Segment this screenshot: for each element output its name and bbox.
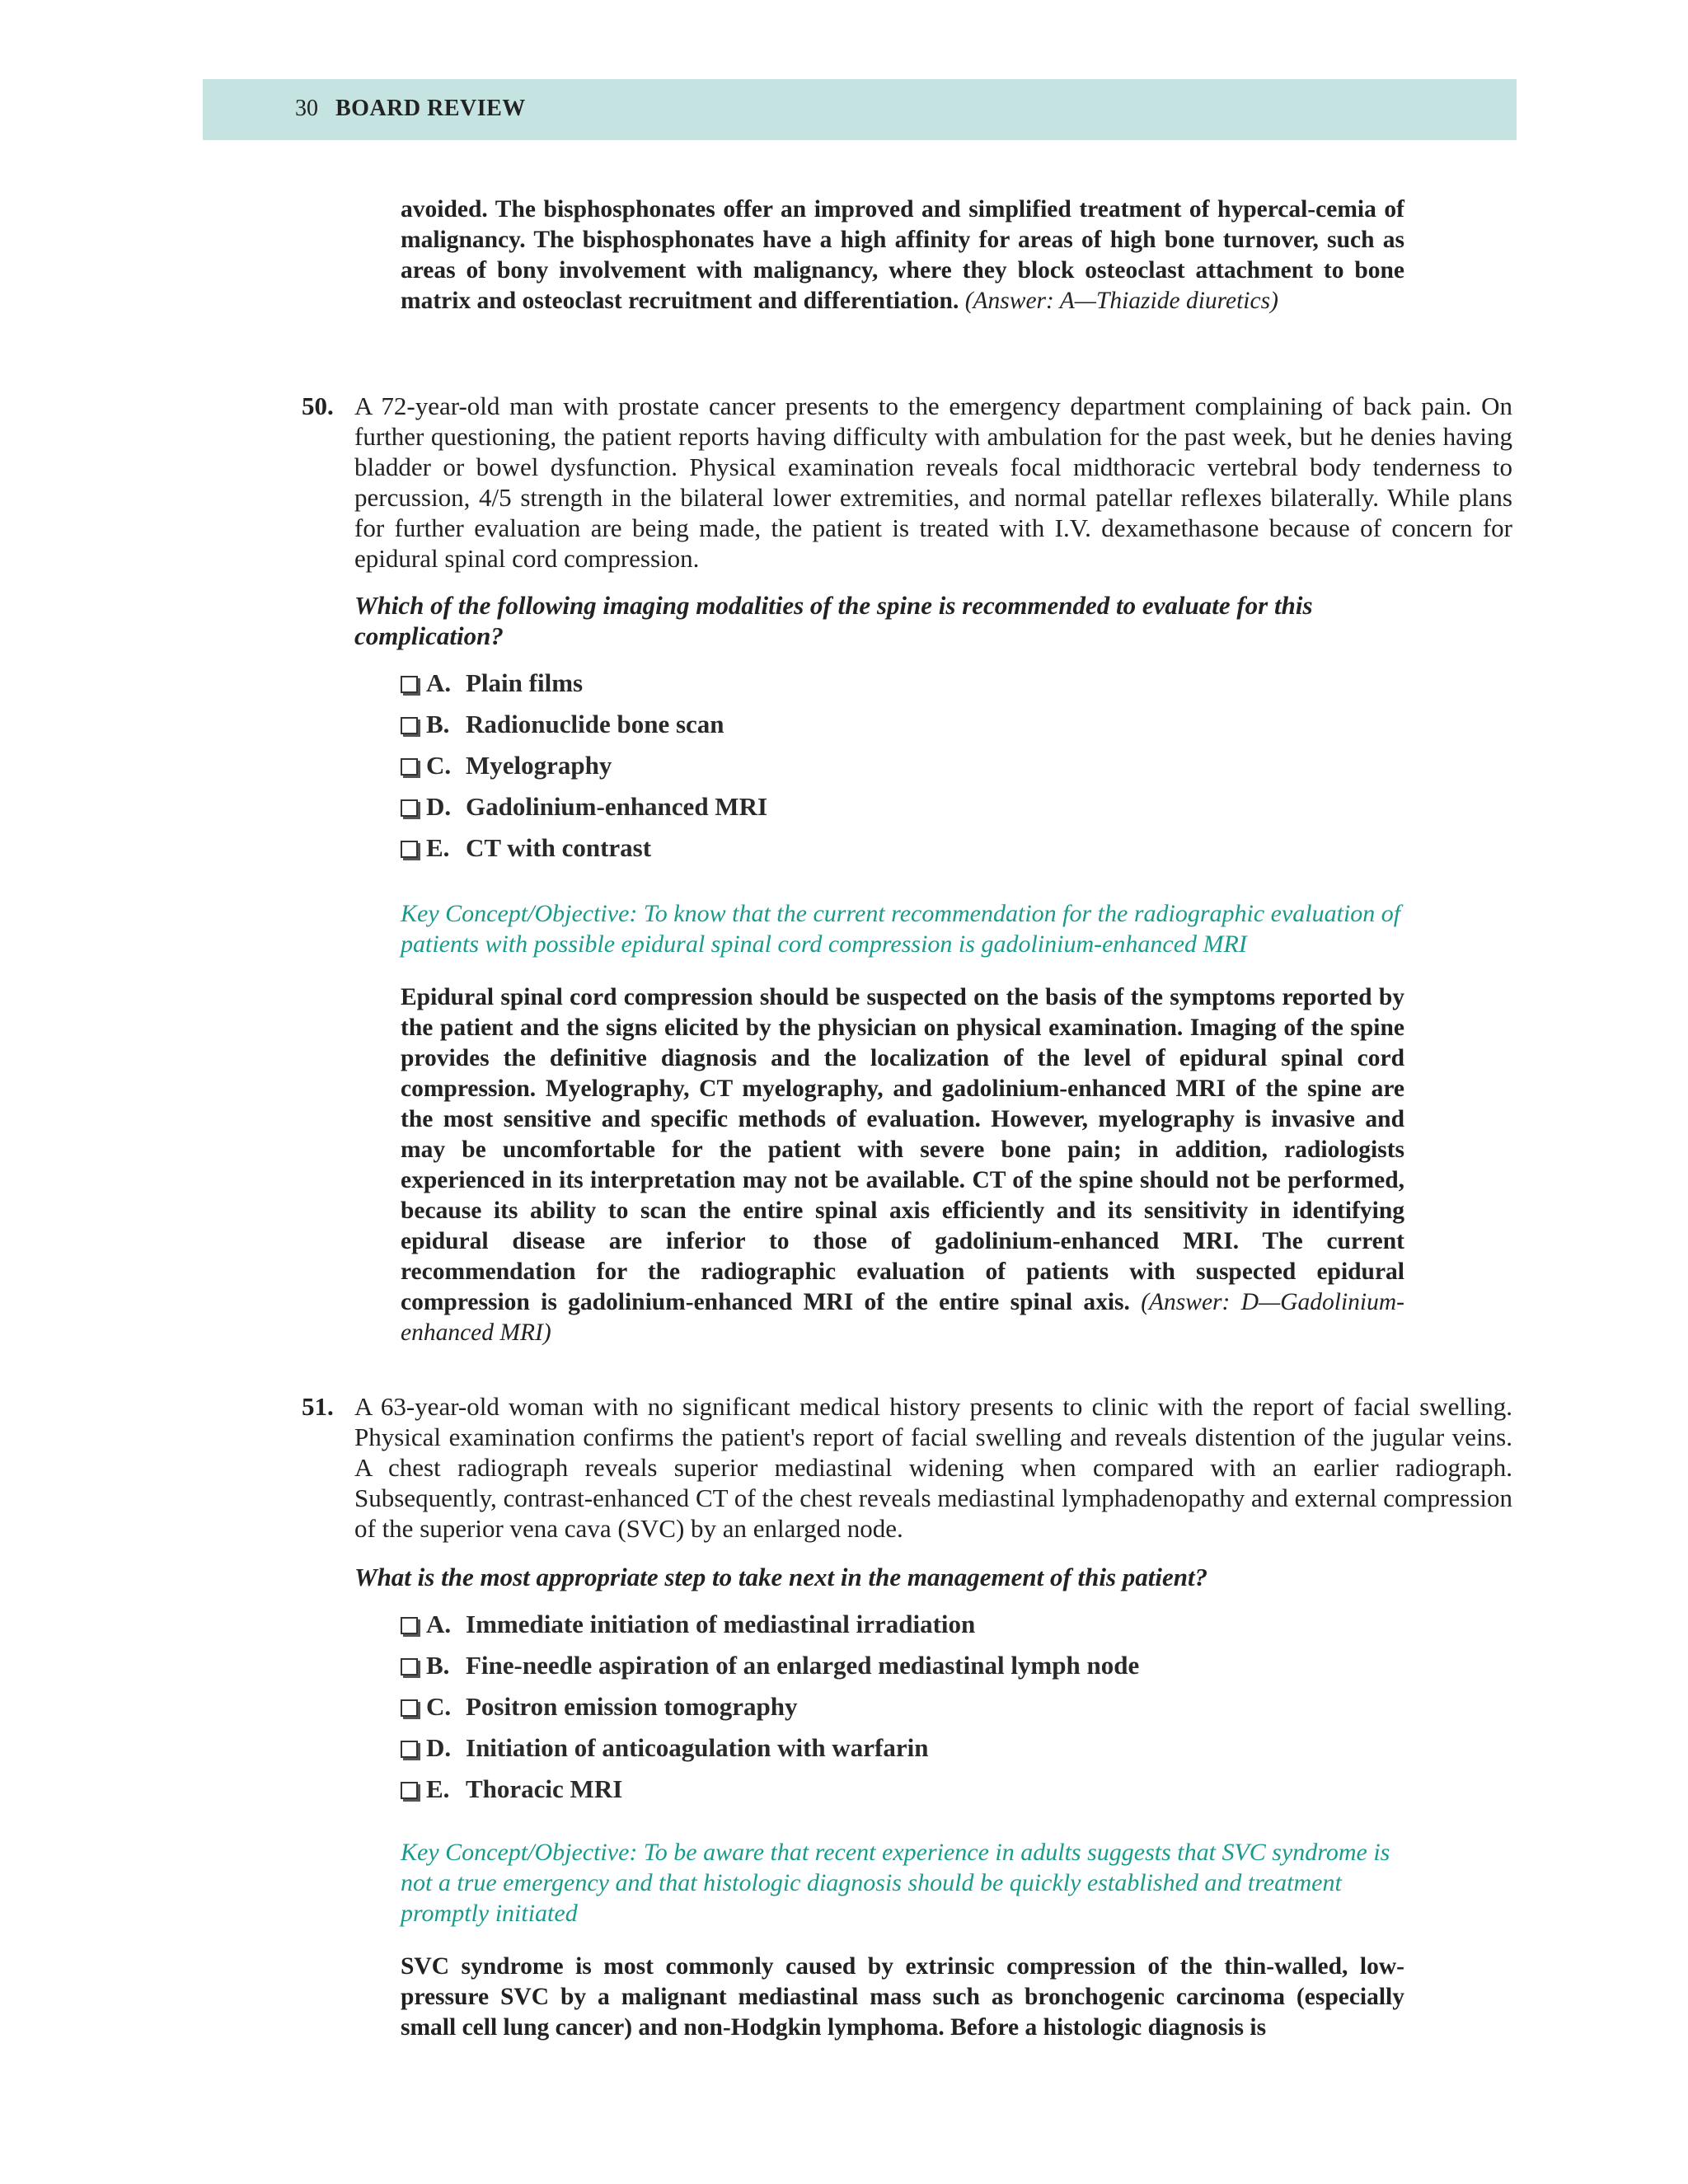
q50-explanation-text: Epidural spinal cord compression should be suspected on the basis of the symptoms reported by the patient and the signs elicited by the physician on physical examination. Imaging of the spine provides the definitive diagnosis and the localization of the level of epidural spinal cord compression. Myelography, CT myelography, and gadolinium-enhanced MRI of the spine are the most sensitive and specific methods of evaluation. However, myelography is invasive and may be uncomfortable for the patient with severe bone pain; in addition, radiologists experienced in its interpretation may not be available. CT of the spine should not be performed, because its ability to scan the entire spinal axis efficiently and its sensitivity in identifying epidural disease are inferior to those of gadolinium-enhanced MRI. The current recommendation for the radiographic evaluation of patients with suspected epidural compression is gadolinium-enhanced MRI of the entire spinal axis. (401, 984, 1404, 1315)
option-letter: E. (426, 833, 450, 862)
option-text: Initiation of anticoagulation with warfarin (466, 1733, 929, 1762)
option-letter: E. (426, 1774, 450, 1803)
q51-number: 51. (302, 1392, 334, 1421)
q49-answer: (Answer: A—Thiazide diuretics) (964, 288, 1278, 314)
running-title: BOARD REVIEW (335, 96, 526, 121)
option-text: Plain films (466, 668, 584, 697)
option-text: CT with contrast (466, 833, 652, 862)
q51-stem (302, 1391, 1512, 1544)
checkbox-icon[interactable] (401, 841, 418, 858)
checkbox-icon[interactable] (401, 799, 418, 817)
checkbox-icon[interactable] (401, 758, 418, 776)
option-item[interactable] (401, 710, 767, 751)
option-letter: C. (426, 751, 452, 780)
q50-key-concept (401, 898, 1411, 959)
q49-explanation (401, 194, 1404, 316)
q51-key-concept-text: Key Concept/Objective: To be aware that recent experience in adults suggests that SVC syndrome is not a true emergency and that histologic diagnosis should be quickly established and treatment promptly initiated (401, 1839, 1390, 1927)
option-item[interactable] (401, 1733, 1139, 1774)
q50-stem (302, 391, 1512, 574)
option-item[interactable] (401, 751, 767, 792)
option-item[interactable] (401, 1651, 1139, 1692)
q51-explanation (401, 1952, 1404, 2043)
q50-prompt (354, 590, 1418, 651)
option-letter: D. (426, 1733, 452, 1762)
option-letter: A. (426, 668, 452, 697)
option-text: Immediate initiation of mediastinal irradiation (466, 1610, 976, 1638)
q50-stem-text: A 72-year-old man with prostate cancer presents to the emergency department complaining of back pain. On further questioning, the patient reports having difficulty with ambulation for the past week, but he denies having bladder or bowel dysfunction. Physical examination reveals focal midthoracic vertebral body tenderness to percussion, 4/5 strength in the bilateral lower extremities, and normal patellar reflexes bilaterally. While plans for further evaluation are being made, the patient is treated with I.V. dexamethasone because of concern for epidural spinal cord compression. (354, 391, 1512, 573)
option-letter: B. (426, 1651, 450, 1680)
q51-prompt-text: What is the most appropriate step to take next in the management of this patient? (354, 1563, 1208, 1591)
option-letter: B. (426, 710, 450, 738)
option-text: Positron emission tomography (466, 1692, 798, 1721)
checkbox-icon[interactable] (401, 1658, 418, 1675)
option-letter: D. (426, 792, 452, 821)
q50-explanation (401, 982, 1404, 1348)
option-text: Radionuclide bone scan (466, 710, 724, 738)
option-item[interactable] (401, 1610, 1139, 1651)
option-text: Gadolinium-enhanced MRI (466, 792, 768, 821)
checkbox-icon[interactable] (401, 717, 418, 734)
q51-stem-text: A 63-year-old woman with no significant medical history presents to clinic with the report of facial swelling. Physical examination confirms the patient's report of facial swelling and reveals distention of the jugular veins. A chest radiograph reveals superior mediastinal widening when compared with an earlier radiograph. Subsequently, contrast-enhanced CT of the chest reveals mediastinal lymphadenopathy and external compression of the superior vena cava (SVC) by an enlarged node. (354, 1392, 1512, 1543)
option-letter: C. (426, 1692, 452, 1721)
q50-answer: (Answer: D—Gadolinium-enhanced MRI) (401, 1289, 1404, 1346)
q51-options (401, 1610, 1139, 1816)
option-text: Fine-needle aspiration of an enlarged mediastinal lymph node (466, 1651, 1140, 1680)
option-text: Myelography (466, 751, 612, 780)
option-letter: A. (426, 1610, 452, 1638)
option-text: Thoracic MRI (466, 1774, 623, 1803)
option-item[interactable] (401, 1774, 1139, 1816)
option-item[interactable] (401, 1692, 1139, 1733)
q49-explanation-text: avoided. The bisphosphonates offer an improved and simplified treatment of hypercal-cemia of malignancy. The bisphosphonates have a high affinity for areas of high bone turnover, such as areas of bony involvement with malignancy, where they block osteoclast attachment to bone matrix and osteoclast recruitment and differentiation. (401, 196, 1404, 314)
running-header (203, 79, 1517, 140)
header-text (295, 96, 526, 122)
q51-prompt (354, 1562, 1512, 1592)
option-item[interactable] (401, 792, 767, 833)
q51-explanation-text: SVC syndrome is most commonly caused by extrinsic compression of the thin-walled, low-pressure SVC by a malignant mediastinal mass such as bronchogenic carcinoma (especially small cell lung cancer) and non-Hodgkin lymphoma. Before a histologic diagnosis is (401, 1953, 1404, 2041)
checkbox-icon[interactable] (401, 1741, 418, 1758)
checkbox-icon[interactable] (401, 676, 418, 693)
option-item[interactable] (401, 668, 767, 710)
q51-key-concept (401, 1837, 1411, 1929)
q50-key-concept-text: Key Concept/Objective: To know that the current recommendation for the radiographic evaluation of patients with possible epidural spinal cord compression is gadolinium-enhanced MRI (401, 900, 1401, 958)
page-number: 30 (295, 96, 318, 121)
checkbox-icon[interactable] (401, 1782, 418, 1799)
q50-options (401, 668, 767, 874)
option-item[interactable] (401, 833, 767, 874)
checkbox-icon[interactable] (401, 1617, 418, 1634)
checkbox-icon[interactable] (401, 1699, 418, 1717)
q50-prompt-text: Which of the following imaging modalities of the spine is recommended to evaluate for this complication? (354, 591, 1313, 650)
q50-number: 50. (302, 391, 334, 420)
